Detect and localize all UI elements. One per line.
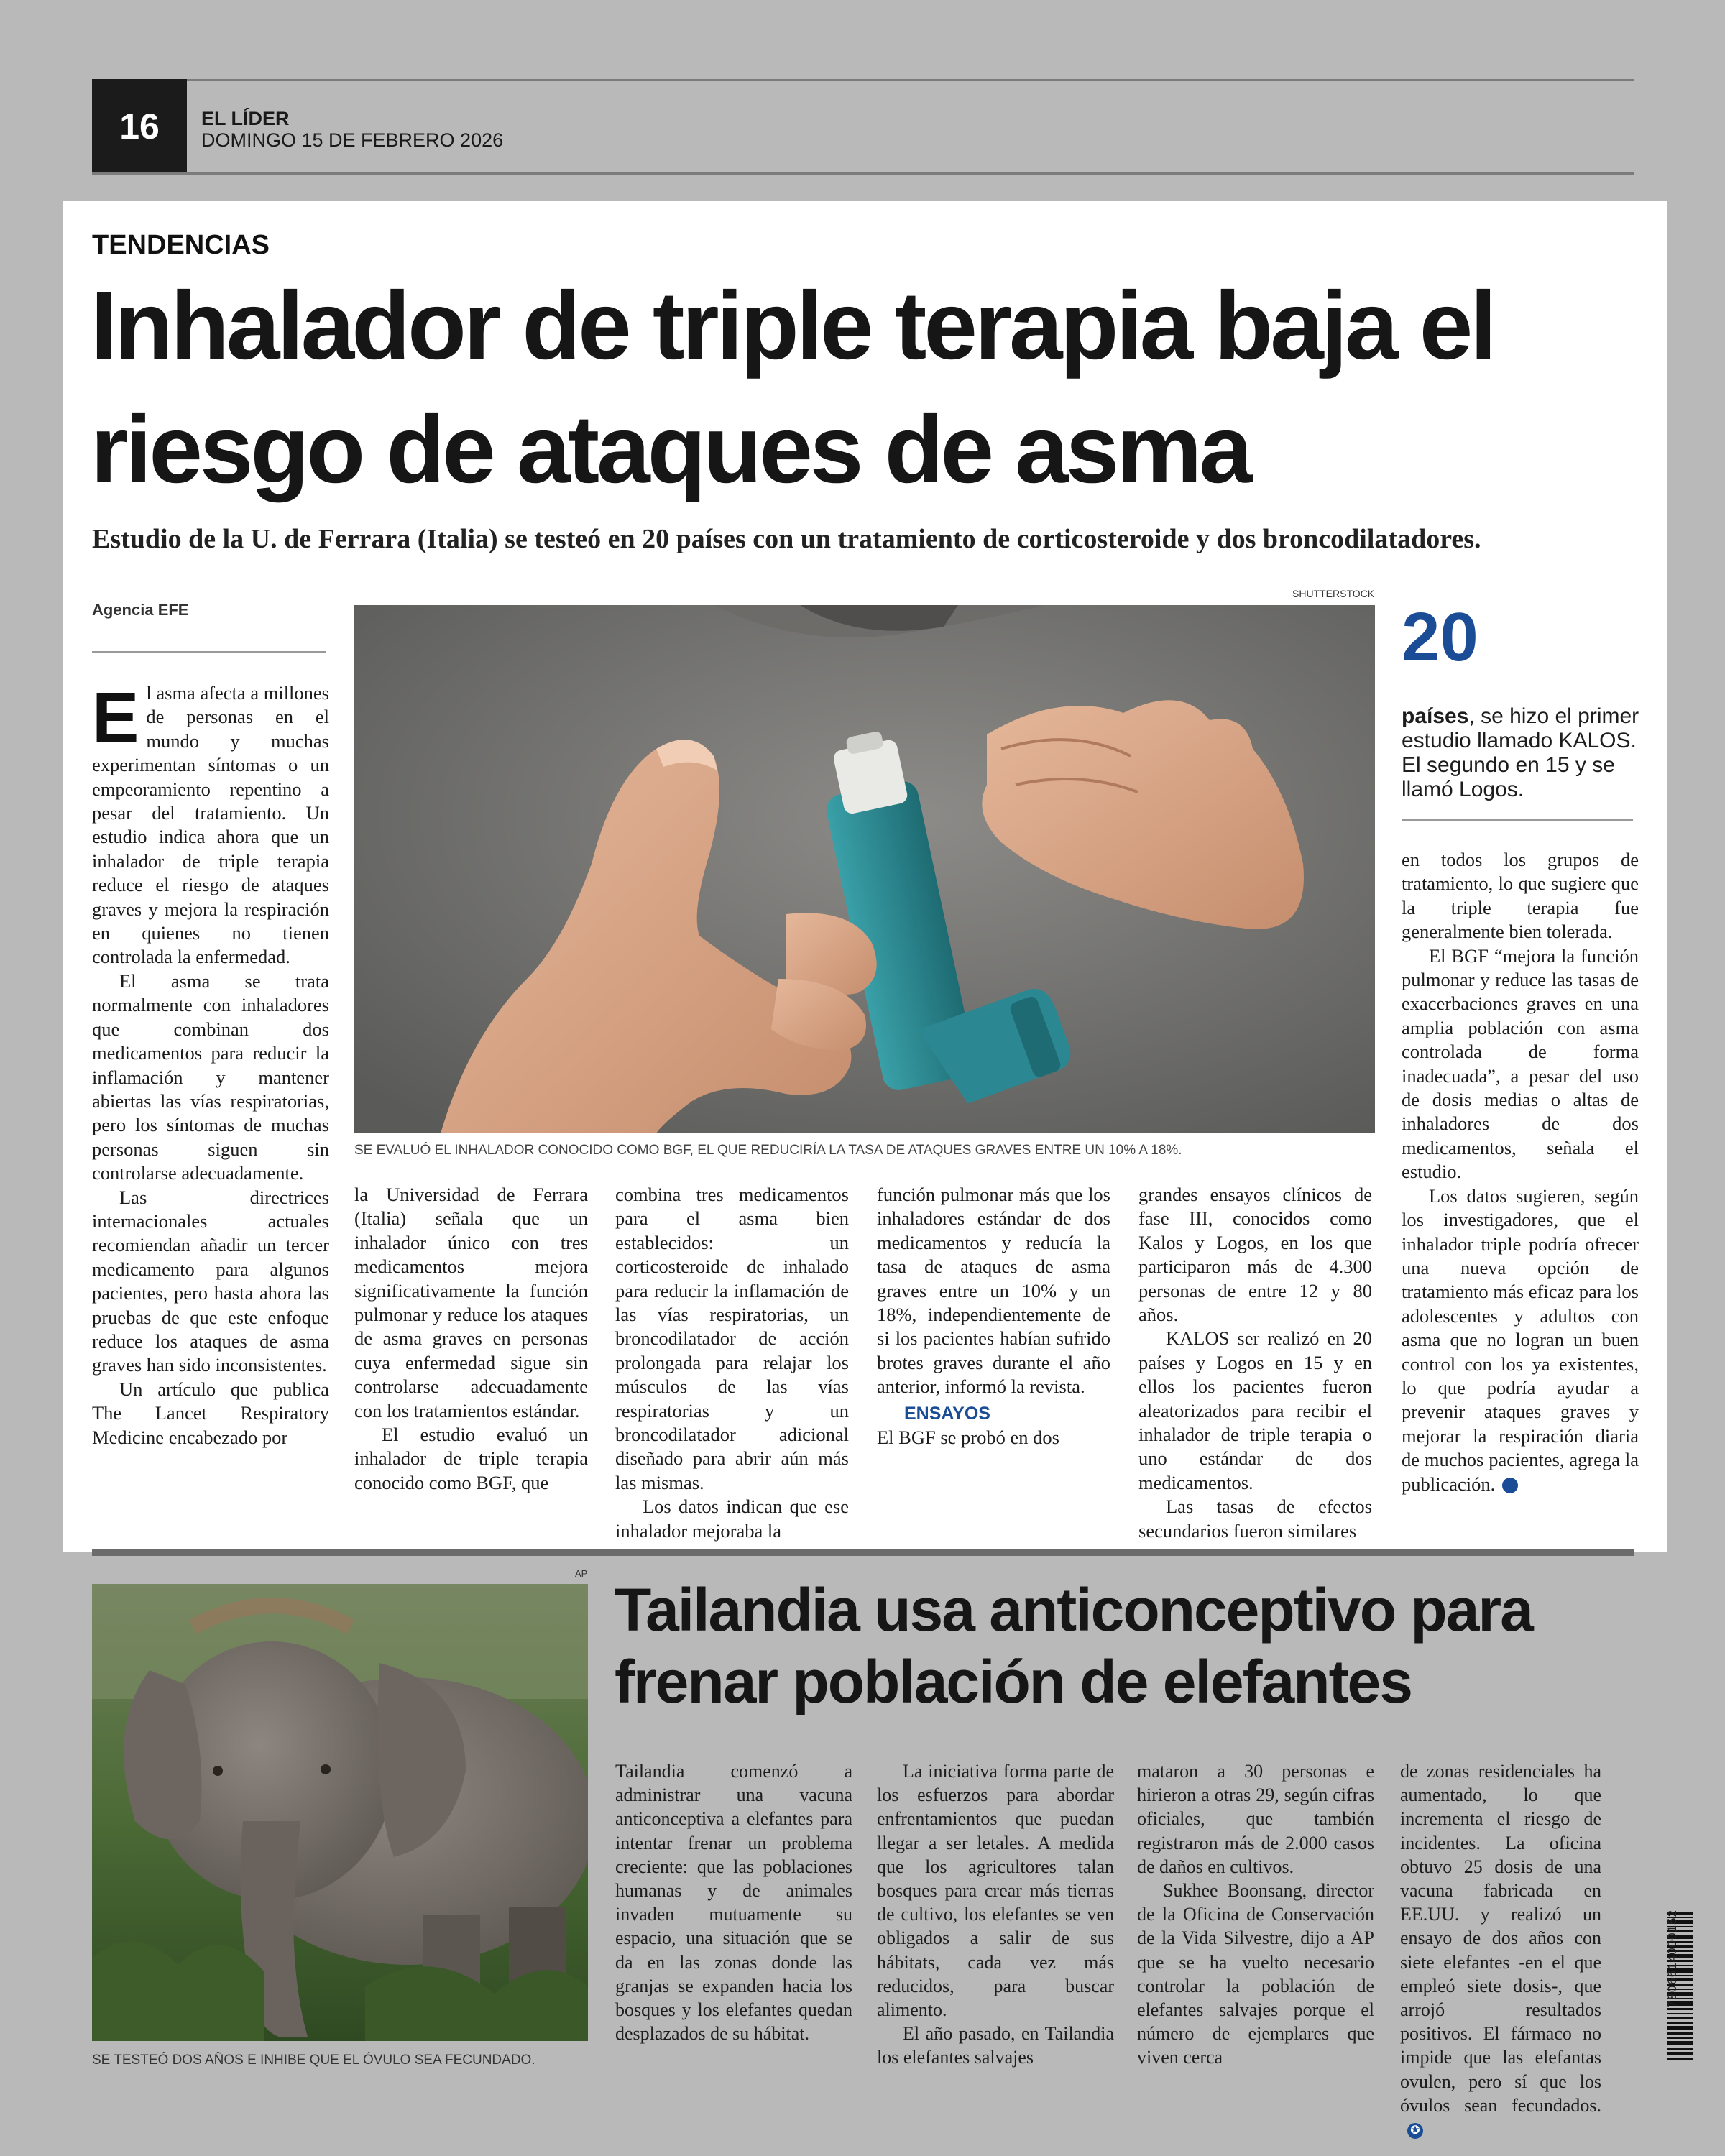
paragraph: KALOS ser realizó en 20 países y Logos en 15 y en ellos los pacientes fueron aleatorizados para recibir el inhalador de triple terapia o uno estándar de dos medicamentos. [1138,1327,1372,1493]
paragraph: función pulmonar más que los inhaladores estándar de dos medicamentos y reducía la tasa de ataques de asma graves entre un 10% y un 18%, independientemente de si los pacientes habían sufrido brotes graves durante el año anterior, informó la revista. [877,1184,1110,1398]
text-column-4 [1400,1759,1601,2141]
paragraph [1400,1759,1601,2141]
paragraph: Los datos indican que ese inhalador mejoraba la [615,1496,849,1542]
main-article [63,201,1668,1552]
paragraph: combina tres medicamentos para el asma bien establecidos: un corticosteroide de inhalado para reducir la inflamación de las vías respiratorias, un broncodilatador de acción prolongada para relajar los músculos de las vías respiratorias y un broncodilatador adicional diseñado para abrir aún más las mismas. [615,1184,849,1493]
text-column-3 [1137,1759,1374,2070]
paragraph-text: de zonas residenciales ha aumentado, lo que incrementa el riesgo de incidentes. La oficina obtuvo 25 dosis de una vacuna fabricada en EE.UU. y realizó un ensayo de dos años con siete elefantes -en el que empleó siete dosis-, que arrojó resultados positivos. El fármaco no impide que las elefantas ovulen, pero sí que los óvulos sean fecundados. [1400,1761,1601,2116]
paragraph: Sukhee Boonsang, director de la Oficina de Conservación de la Vida Silvestre, dijo a AP que se ha vuelto necesario controlar la población de elefantes salvajes porque el número de ejemplares que viven cerca [1137,1880,1374,2068]
paragraph [1402,1184,1639,1496]
paragraph: en todos los grupos de tratamiento, lo que sugiere que la triple terapia fue generalmente bien tolerada. [1402,849,1639,943]
paragraph: Las tasas de efectos secundarios fueron similares [1138,1496,1372,1542]
subheadline: Estudio de la U. de Ferrara (Italia) se testeó en 20 países con un tratamiento de corticosteroide y dos broncodilatadores. [92,524,1481,554]
elephant-photo [92,1584,588,2041]
page-number: 16 [92,79,187,174]
text-column-2 [354,1183,588,1495]
stat-number: 20 [1402,599,1478,676]
stat-description: , se hizo el primer estudio llamado KALOS. El segundo en 15 y se llamó Logos. [1402,704,1639,801]
paragraph: Un artículo que publica The Lancet Respiratory Medicine encabezado por [92,1378,329,1448]
paragraph: Las directrices internacionales actuales recomiendan añadir un tercer medicamento para algunos pacientes, pero hasta ahora las pruebas de que este enfoque reduce los ataques de asma graves han sido inconsistentes. [92,1186,329,1376]
paragraph: la Universidad de Ferrara (Italia) señala que un inhalador único con tres medicamentos mejora significativamente la función pulmonar y reduce los ataques de asma graves en personas cuya enfermedad sigue sin controlarse adecuadamente con los tratamientos estándar. [354,1184,588,1422]
article-divider [92,1549,1634,1556]
paragraph [92,678,329,969]
text-column-2 [877,1759,1114,2070]
text-column-1 [92,678,329,1450]
photo-caption: SE EVALUÓ EL INHALADOR CONOCIDO COMO BGF, EL QUE REDUCIRÍA LA TASA DE ATAQUES GRAVES ENTRE UN 10% A 18%. [354,1143,1182,1158]
headline: Tailandia usa anticonceptivo para frenar población de elefantes [615,1576,1532,1715]
elephant-illustration [92,1584,588,2041]
photo-credit: SHUTTERSTOCK [1292,588,1375,599]
paragraph: La iniciativa forma parte de los esfuerzos para abordar enfrentamientos que puedan llegar a ser letales. A medida que los agricultores talan bosques para crear más tierras de cultivo, los elefantes se ven obligados a salir de sus hábitats, cada vez más reducidos, para buscar alimento. [877,1761,1114,2021]
stat-text [1402,704,1643,802]
paragraph: Tailandia comenzó a administrar una vacuna anticonceptiva a elefantes para intentar frenar un problema creciente: que las poblaciones humanas y de animales invaden mutuamente su espacio, una situación que se da en las zonas donde las granjas se expanden hacia los bosques y los elefantes quedan desplazados de su hábitat. [615,1761,852,2045]
photo-credit: AP [575,1568,588,1579]
text-column-1 [615,1759,852,2045]
byline-rule [92,651,326,653]
byline: Agencia EFE [92,601,189,619]
paragraph: El asma se trata normalmente con inhaladores que combinan dos medicamentos para reducir la inflamación y mantener abiertas las vías respiratorias, pero los síntomas de muchas personas siguen sin controlarse adecuadamente. [92,969,329,1184]
paragraph: El BGF se probó en dos [877,1427,1059,1449]
stat-rule [1402,819,1633,821]
stat-bold: países [1402,704,1469,728]
end-of-article-icon: ✪ [1407,2123,1423,2139]
paragraph: mataron a 30 personas e hirieron a otras 29, según cifras oficiales, que también registraron más de 2.000 casos de daños en cultivos. [1137,1761,1374,1877]
header-rule-bottom [92,172,1634,175]
paragraph: El año pasado, en Tailandia los elefantes salvajes [877,2023,1114,2068]
barcode-number: 7806614000152 [1665,1909,1679,2007]
text-column-3 [615,1183,849,1543]
text-column-6 [1402,848,1639,1496]
drop-cap: E [92,678,139,757]
section-tag: TENDENCIAS [92,230,270,260]
newspaper-name: EL LÍDER [201,108,290,129]
paragraph-text: l asma afecta a millones de personas en el mundo y muchas experimentan síntomas o un empeoramiento repentino a pesar del tratamiento. Un estudio indica ahora que un inhalador de triple terapia reduce el riesgo de ataques graves y mejora la respiración en quienes no tienen controlada la enfermedad. [92,682,329,968]
paragraph: El BGF “mejora la función pulmonar y reduce las tasas de exacerbaciones graves en una amplia población con asma controlada de forma inadecuada”, a pesar del uso de dosis medias o altas de inhaladores de dos medicamentos, señala el estudio. [1402,944,1639,1183]
photo-caption: SE TESTEÓ DOS AÑOS E INHIBE QUE EL ÓVULO SEA FECUNDADO. [92,2053,535,2068]
header-rule-top [92,79,1634,81]
paragraph-text: Los datos sugieren, según los investigadores, que el inhalador triple podría ofrecer una nueva opción de tratamiento más eficaz para los adolescentes y adultos con asma que no logran un buen control con los ya existentes, lo que podría ayudar a prevenir ataques graves y mejorar la respiración diaria de muchos pacientes, agrega la publicación. [1402,1184,1639,1495]
end-of-article-icon: ✪ [1502,1478,1518,1493]
headline: Inhalador de triple terapia baja el riesgo de ataques de asma [91,272,1494,503]
paragraph: grandes ensayos clínicos de fase III, conocidos como Kalos y Logos, en los que participaron más de 4.300 personas de entre 12 y 80 años. [1138,1184,1372,1326]
text-column-5 [1138,1183,1372,1543]
section-subtitle: ENSAYOS [904,1403,990,1424]
inhaler-photo [354,605,1375,1133]
inhaler-illustration [354,605,1375,1133]
issue-date: DOMINGO 15 DE FEBRERO 2026 [201,129,504,151]
paragraph: El estudio evaluó un inhalador de triple terapia conocido como BGF, que [354,1424,588,1493]
text-column-4 [877,1183,1110,1450]
